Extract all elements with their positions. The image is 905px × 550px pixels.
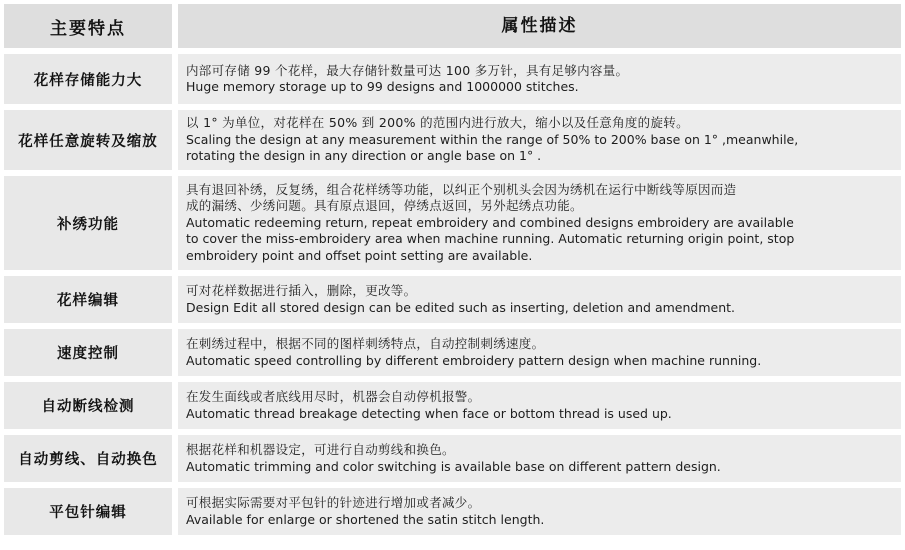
feature-name: 补绣功能 bbox=[4, 176, 172, 270]
description-line: Scaling the design at any measurement within the range of 50% to 200% base on 1° ,meanwhile, bbox=[186, 131, 799, 147]
description-line: Automatic redeeming return, repeat embroidery and combined designs embroidery are available bbox=[186, 214, 794, 230]
feature-description bbox=[178, 329, 901, 376]
description-line: rotating the design in any direction or angle base on 1° . bbox=[186, 148, 542, 164]
feature-name: 自动剪线、自动换色 bbox=[4, 435, 172, 482]
description-line: 可根据实际需要对平包针的针迹进行增加或者减少。 bbox=[186, 495, 481, 510]
description-line: to cover the miss-embroidery area when machine running. Automatic returning origin point, stop bbox=[186, 231, 795, 247]
description-line: 在发生面线或者底线用尽时，机器会自动停机报警。 bbox=[186, 389, 481, 404]
feature-description bbox=[178, 488, 901, 535]
description-line: 内部可存储 99 个花样，最大存储针数量可达 100 多万针，具有足够内容量。 bbox=[186, 62, 629, 78]
description-line: 可对花样数据进行插入，删除，更改等。 bbox=[186, 283, 417, 298]
feature-name: 自动断线检测 bbox=[4, 382, 172, 429]
description-line: 以 1° 为单位，对花样在 50% 到 200% 的范围内进行放大，缩小以及任意角度的旋转。 bbox=[186, 115, 689, 131]
feature-description bbox=[178, 176, 901, 270]
description-line: 根据花样和机器设定，可进行自动剪线和换色。 bbox=[186, 442, 455, 457]
table-row bbox=[4, 176, 901, 270]
table-row bbox=[4, 110, 901, 170]
table-row bbox=[4, 382, 901, 429]
feature-name: 花样任意旋转及缩放 bbox=[4, 110, 172, 170]
table-row bbox=[4, 329, 901, 376]
table-header-row bbox=[4, 4, 901, 48]
description-line: Huge memory storage up to 99 designs and 1000000 stitches. bbox=[186, 79, 579, 94]
header-feature: 主要特点 bbox=[4, 4, 172, 48]
description-line: 具有退回补绣，反复绣，组合花样绣等功能，以纠正个别机头会因为绣机在运行中断线等原因而造 bbox=[186, 181, 737, 197]
description-line: Automatic thread breakage detecting when face or bottom thread is used up. bbox=[186, 405, 672, 421]
feature-name: 花样存储能力大 bbox=[4, 54, 172, 104]
table-row bbox=[4, 276, 901, 323]
description-line: 成的漏绣、少绣问题。具有原点退回，停绣点返回，另外起绣点功能。 bbox=[186, 198, 583, 214]
table-row bbox=[4, 54, 901, 104]
description-line: 在刺绣过程中，根据不同的图样刺绣特点，自动控制刺绣速度。 bbox=[186, 336, 545, 351]
description-line: Automatic speed controlling by different embroidery pattern design when machine running. bbox=[186, 352, 762, 368]
description-line: Design Edit all stored design can be edited such as inserting, deletion and amendment. bbox=[186, 299, 735, 315]
feature-description bbox=[178, 382, 901, 429]
description-line: Available for enlarge or shortened the satin stitch length. bbox=[186, 511, 545, 527]
table-row bbox=[4, 488, 901, 535]
feature-name: 平包针编辑 bbox=[4, 488, 172, 535]
feature-description bbox=[178, 276, 901, 323]
description-line: embroidery point and offset point setting are available. bbox=[186, 247, 533, 263]
feature-description bbox=[178, 54, 901, 104]
feature-name: 速度控制 bbox=[4, 329, 172, 376]
feature-description bbox=[178, 110, 901, 170]
table-row bbox=[4, 435, 901, 482]
header-description: 属性描述 bbox=[178, 4, 901, 48]
feature-description bbox=[178, 435, 901, 482]
description-line: Automatic trimming and color switching is available base on different pattern design. bbox=[186, 458, 721, 474]
feature-name: 花样编辑 bbox=[4, 276, 172, 323]
